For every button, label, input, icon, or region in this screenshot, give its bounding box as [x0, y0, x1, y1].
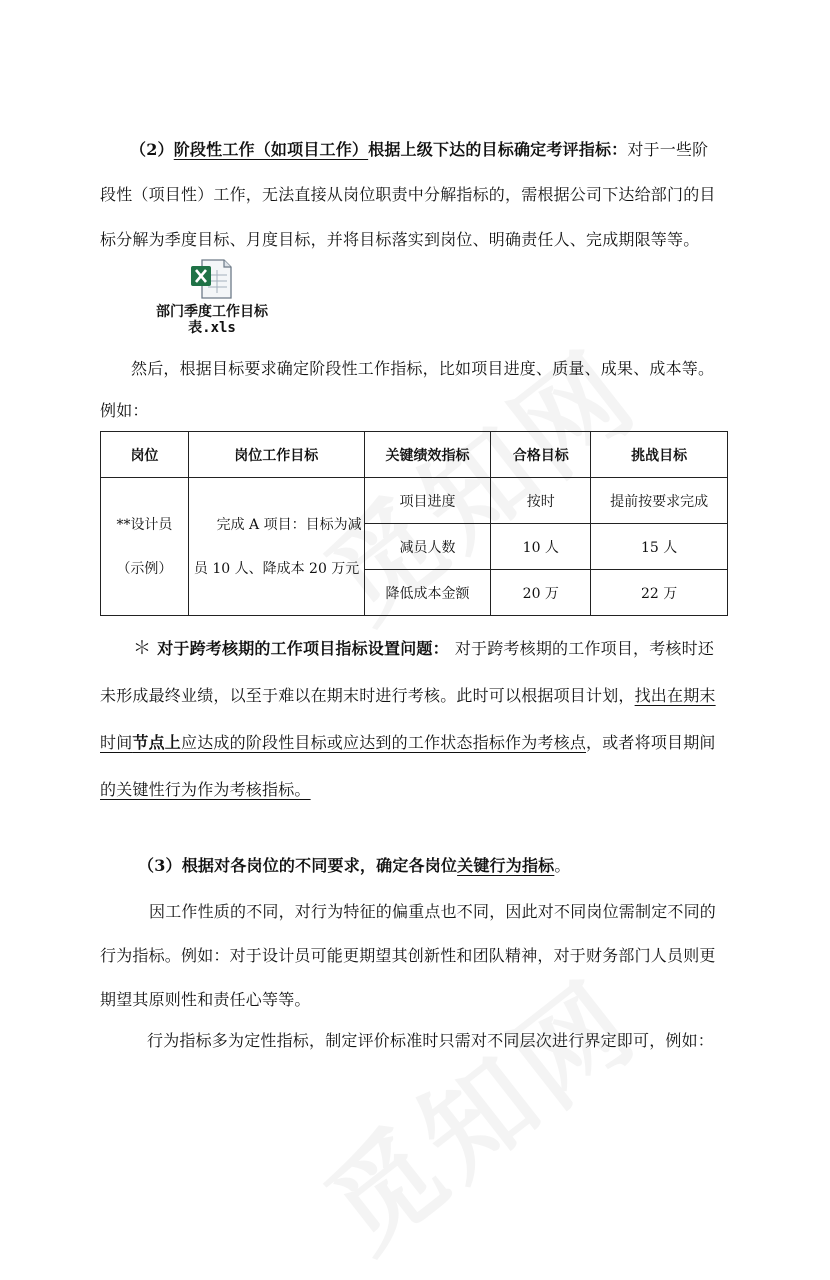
section3-heading-underlined: 关键行为指标	[457, 856, 555, 875]
section3-heading-end: 。	[554, 856, 571, 875]
cell-position	[101, 478, 189, 616]
cell-kpi: 降低成本金额	[364, 570, 491, 616]
goal-line: 员 10 人、降成本 20 万元	[193, 560, 360, 577]
then-text: 然后，根据目标要求确定阶段性工作指标，比如项目进度、质量、成果、成本等。	[131, 359, 715, 378]
cross-period-heading: 对于跨考核期的工作项目指标设置问题：	[157, 639, 449, 658]
watermark	[289, 938, 665, 1280]
section2-heading-underlined: 阶段性工作（如项目工作）	[173, 140, 369, 159]
section3-prefix: （3）	[138, 856, 182, 875]
cell-work-goal	[188, 478, 364, 616]
cell-challenge: 提前按要求完成	[591, 478, 728, 524]
cross-period-underlined: 时间	[100, 733, 133, 752]
cell-kpi: 项目进度	[364, 478, 491, 524]
table-row	[101, 478, 728, 524]
position-line: （示例）	[116, 560, 173, 577]
behavior-text: 行为指标。例如：对于设计员可能更期望其创新性和团队精神，对于财务部门人员则更	[100, 946, 716, 965]
cross-period-underlined: 的关键性行为作为考核指标。	[100, 780, 311, 799]
cross-period-text: ，或者将项目期间	[586, 733, 716, 752]
section2-text: 标分解为季度目标、月度目标，并将目标落实到岗位、明确责任人、完成期限等等。	[100, 230, 700, 249]
behavior-text: 期望其原则性和责任心等等。	[100, 990, 311, 1009]
section3-heading-text: 根据对各岗位的不同要求，确定各岗位	[181, 856, 458, 875]
attachment-name-line: 部门季度工作目标	[156, 304, 268, 320]
header-challenge-target: 挑战目标	[591, 432, 728, 478]
section2-text: 对于一些阶	[627, 140, 709, 159]
kpi-table	[100, 431, 728, 616]
attachment-filename[interactable]	[150, 304, 274, 336]
excel-file-icon[interactable]	[190, 259, 232, 299]
attachment-name-line: 表.xls	[188, 320, 236, 336]
header-kpi: 关键绩效指标	[364, 432, 491, 478]
cell-challenge: 22 万	[591, 570, 728, 616]
cell-pass: 10 人	[491, 524, 591, 570]
section2-prefix: （2）	[130, 140, 174, 159]
table-header-row	[101, 432, 728, 478]
cross-period-underlined: 应达成的阶段性目标或应达到的工作状态指标作为考核点	[181, 733, 587, 752]
cell-challenge: 15 人	[591, 524, 728, 570]
header-pass-target: 合格目标	[491, 432, 591, 478]
cross-period-text: 未形成最终业绩，以至于难以在期末时进行考核。此时可以根据项目计划，	[100, 686, 635, 705]
goal-line: 完成 A 项目：目标为减	[216, 516, 362, 533]
cross-period-bold: 节点上	[132, 733, 182, 752]
cell-kpi: 减员人数	[364, 524, 491, 570]
cell-pass: 20 万	[491, 570, 591, 616]
then-text: 例如：	[100, 401, 149, 420]
header-work-goal: 岗位工作目标	[188, 432, 364, 478]
position-line: **设计员	[116, 516, 173, 533]
cross-period-text: 对于跨考核期的工作项目，考核时还	[454, 639, 715, 658]
cell-pass: 按时	[491, 478, 591, 524]
cross-period-underlined: 找出在期末	[634, 686, 716, 705]
section2-text: 段性（项目性）工作，无法直接从岗位职责中分解指标的，需根据公司下达给部门的目	[100, 185, 716, 204]
section2-heading: 根据上级下达的目标确定考评指标：	[368, 140, 628, 159]
criteria-text: 行为指标多为定性指标，制定评价标准时只需对不同层次进行界定即可，例如：	[147, 1031, 715, 1050]
header-position: 岗位	[101, 432, 189, 478]
behavior-text: 因工作性质的不同，对行为特征的偏重点也不同，因此对不同岗位需制定不同的	[149, 902, 717, 921]
star-marker: ＊	[133, 638, 152, 659]
